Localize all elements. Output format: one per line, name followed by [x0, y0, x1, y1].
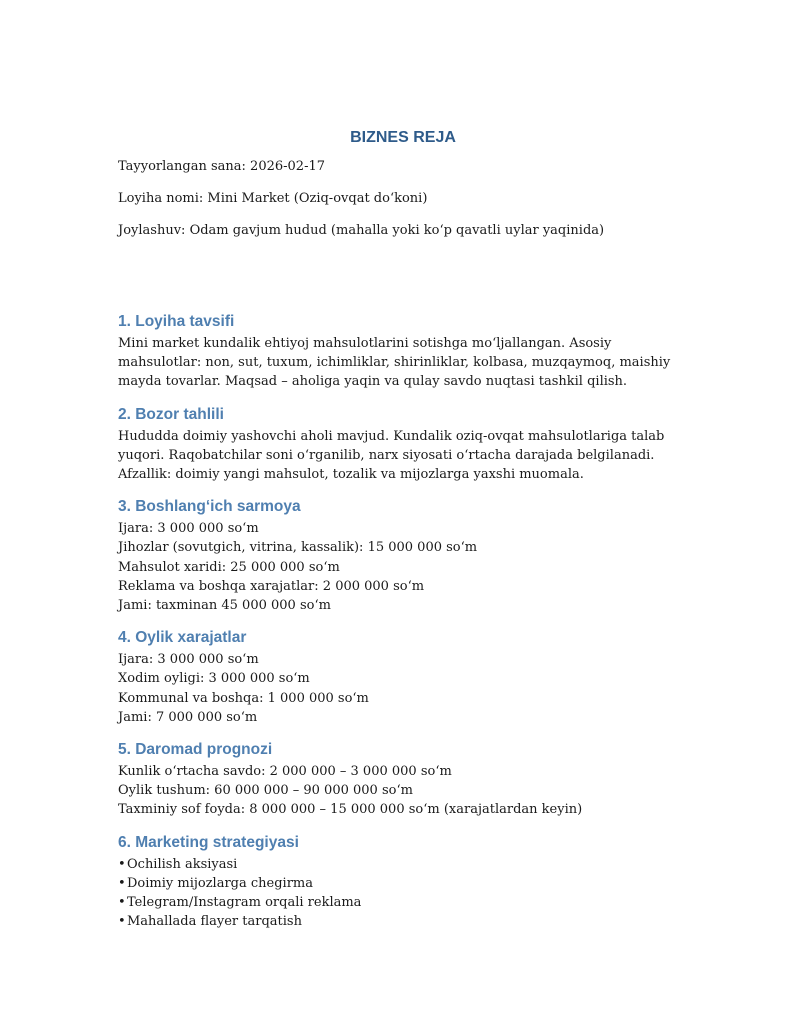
- list-item: Xodim oyligi: 3 000 000 so‘m: [118, 671, 310, 687]
- section-heading: 4. Oylik xarajatlar: [118, 629, 247, 647]
- document-body: [118, 128, 688, 944]
- section-income-forecast: [118, 740, 688, 820]
- bullet-item: [118, 893, 688, 912]
- list-item-total: Jami: taxminan 45 000 000 so‘m: [118, 598, 331, 614]
- bullet-item: [118, 912, 688, 931]
- section-heading: 6. Marketing strategiyasi: [118, 833, 299, 851]
- section-marketing-strategy: [118, 833, 688, 932]
- list-item: Oylik tushum: 60 000 000 – 90 000 000 so‘m: [118, 783, 413, 799]
- list-item: Ijara: 3 000 000 so‘m: [118, 521, 259, 537]
- document-title: BIZNES REJA: [350, 129, 456, 146]
- list-item: Kunlik o‘rtacha savdo: 2 000 000 – 3 000 000 so‘m: [118, 764, 452, 780]
- section-initial-investment: [118, 497, 688, 615]
- section-heading: 1. Loyiha tavsifi: [118, 313, 235, 330]
- list-item: Taxminiy sof foyda: 8 000 000 – 15 000 000 so‘m (xarajatlardan keyin): [118, 802, 583, 818]
- bullet-text: Doimiy mijozlarga chegirma: [127, 875, 314, 891]
- section-monthly-expenses: [118, 628, 688, 727]
- bullet-icon: •: [118, 875, 126, 891]
- list-item: Ijara: 3 000 000 so‘m: [118, 652, 259, 668]
- bullet-item: [118, 874, 688, 893]
- bullet-icon: •: [118, 856, 126, 872]
- spacer: [118, 253, 688, 312]
- section-heading: 2. Bozor tahlili: [118, 405, 224, 423]
- bullet-icon: •: [118, 914, 126, 930]
- section-paragraph: Hududda doimiy yashovchi aholi mavjud. Kundalik oziq-ovqat mahsulotlariga talab yuqori. Raqobatchilar soni o‘rganilib, narx siyosati o‘rtacha darajada belgilanadi. Afzallik: doimiy yangi mahsulot, tozalik va mijozlarga yaxshi muomala.: [118, 428, 665, 483]
- bullet-text: Mahallada flayer tarqatish: [127, 914, 302, 930]
- section-paragraph: Mini market kundalik ehtiyoj mahsulotlarini sotishga mo‘ljallangan. Asosiy mahsulotlar: non, sut, tuxum, ichimliklar, shirinliklar, kolbasa, muzqaymoq, maishiy mayda tovarlar. Maqsad – aholiga yaqin va qulay savdo nuqtasi tashkil qilish.: [118, 336, 671, 390]
- list-item: Kommunal va boshqa: 1 000 000 so‘m: [118, 690, 369, 706]
- list-item: Mahsulot xaridi: 25 000 000 so‘m: [118, 559, 340, 575]
- section-heading: 5. Daromad prognozi: [118, 741, 273, 759]
- list-item-total: Jami: 7 000 000 so‘m: [118, 709, 258, 725]
- bullet-icon: •: [118, 895, 126, 911]
- bullet-text: Ochilish aksiyasi: [127, 856, 238, 872]
- section-project-description: [118, 312, 688, 392]
- list-item: Jihozlar (sovutgich, vitrina, kassalik): 15 000 000 so‘m: [118, 540, 478, 556]
- section-heading: 3. Boshlang‘ich sarmoya: [118, 498, 301, 516]
- bullet-text: Telegram/Instagram orqali reklama: [127, 895, 362, 911]
- bullet-item: [118, 855, 688, 874]
- list-item: Reklama va boshqa xarajatlar: 2 000 000 so‘m: [118, 578, 425, 594]
- project-name: Loyiha nomi: Mini Market (Oziq-ovqat do‘koni): [118, 191, 428, 206]
- section-market-analysis: [118, 405, 688, 485]
- prepared-date: Tayyorlangan sana: 2026-02-17: [118, 159, 326, 174]
- location: Joylashuv: Odam gavjum hudud (mahalla yoki ko‘p qavatli uylar yaqinida): [118, 223, 605, 238]
